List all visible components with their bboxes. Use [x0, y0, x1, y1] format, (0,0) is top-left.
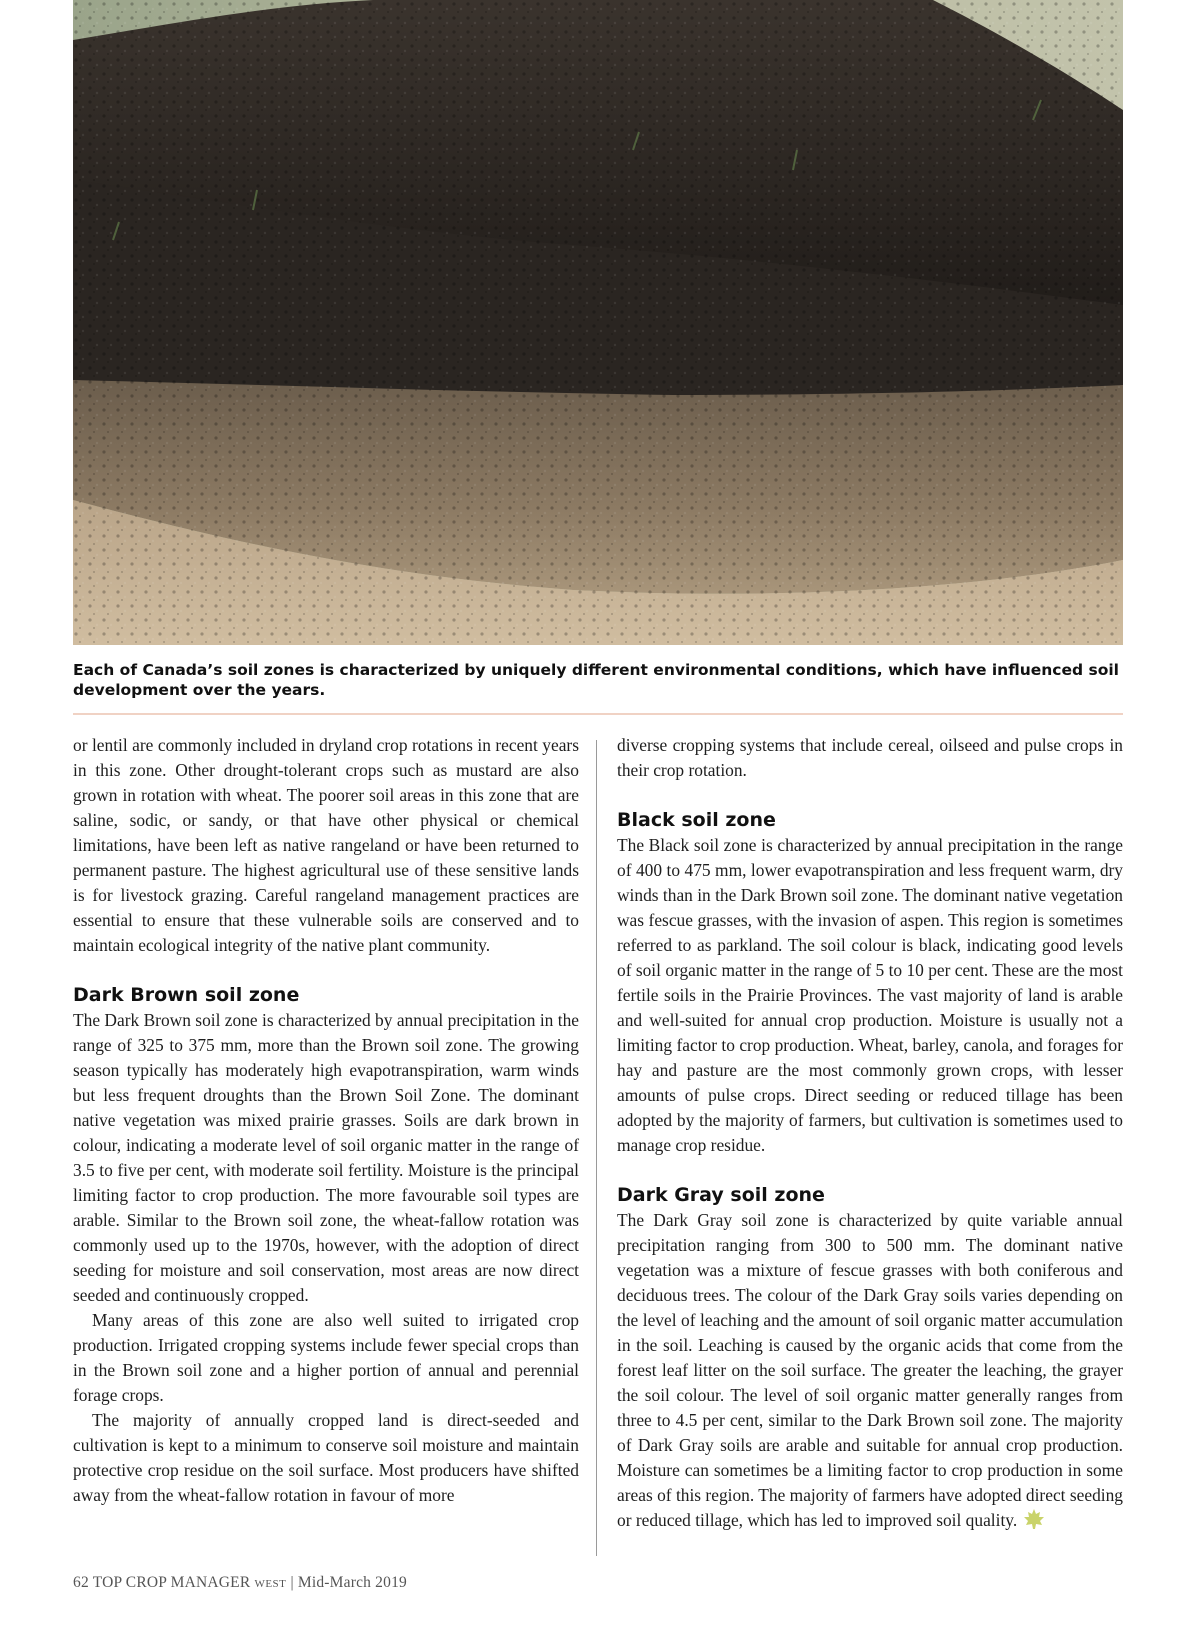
- section-heading-black: Black soil zone: [617, 809, 776, 831]
- page-number: 62: [73, 1574, 89, 1591]
- body-paragraph: or lentil are commonly included in dryland crop rotations in recent years in this zone. Other drought-tolerant crops such as mustard are also grown in rotation with wheat. The poorer soil areas in this zone that are saline, sodic, or sandy, or that have other physical or chemical limitations, have been left as native rangeland or have been returned to permanent pasture. The highest agricultural use of these sensitive lands is for livestock grazing. Careful rangeland management practices are essential to ensure that these vulnerable soils are conserved and to maintain ecological integrity of the native plant community.: [73, 735, 579, 955]
- body-paragraph: The majority of annually cropped land is direct-seeded and cultivation is kept to a minimum to conserve soil moisture and maintain protective crop residue on the soil surface. Most producers have shifted away from the wheat-fallow rotation in favour of more: [73, 1410, 579, 1505]
- footer-separator: |: [290, 1574, 294, 1591]
- left-column: [73, 733, 579, 1508]
- maple-leaf-icon: [1023, 1508, 1045, 1537]
- page-footer: [73, 1574, 407, 1592]
- body-paragraph: diverse cropping systems that include cereal, oilseed and pulse crops in their crop rotation.: [617, 735, 1123, 780]
- photo-caption: Each of Canada’s soil zones is characterized by uniquely different environmental conditions, which have influenced soil development over the years.: [73, 661, 1119, 699]
- body-paragraph-final: [617, 1208, 1123, 1537]
- column-divider: [596, 740, 597, 1556]
- body-paragraph: Many areas of this zone are also well suited to irrigated crop production. Irrigated cropping systems include fewer special crops than in the Brown soil zone and a higher portion of annual and perennial forage crops.: [73, 1310, 579, 1405]
- publication-name: TOP CROP MANAGER: [92, 1574, 251, 1591]
- soil-profile-photo: [73, 0, 1123, 645]
- section-heading-dark-gray: Dark Gray soil zone: [617, 1184, 825, 1206]
- body-paragraph: The Dark Brown soil zone is characterized by annual precipitation in the range of 325 to 375 mm, more than the Brown soil zone. The growing season typically has moderately high evapotranspiration, warm winds but less frequent droughts than the Brown Soil Zone. The dominant native vegetation was mixed prairie grasses. Soils are dark brown in colour, indicating a moderate level of soil organic matter in the range of 3.5 to five per cent, with moderate soil fertility. Moisture is the principal limiting factor to crop production. The more favourable soil types are arable. Similar to the Brown soil zone, the wheat-fallow rotation was commonly used up to the 1970s, however, with the adoption of direct seeding for moisture and soil conservation, most areas are now direct seeded and continuously cropped.: [73, 1010, 579, 1305]
- right-column: [617, 733, 1123, 1537]
- body-paragraph: The Black soil zone is characterized by annual precipitation in the range of 400 to 475 mm, lower evapotranspiration and less frequent warm, dry winds than in the Dark Brown soil zone. The dominant native vegetation was fescue grasses, with the invasion of aspen. This region is sometimes referred to as parkland. The soil colour is black, indicating good levels of soil organic matter in the range of 5 to 10 per cent. These are the most fertile soils in the Prairie Provinces. The vast majority of land is arable and well-suited for annual crop production. Moisture is usually not a limiting factor to crop production. Wheat, barley, canola, and forages for hay and pasture are the most commonly grown crops, with lesser amounts of pulse crops. Direct seeding or reduced tillage has been adopted by the majority of farmers, but cultivation is sometimes used to manage crop residue.: [617, 835, 1123, 1155]
- issue-date: Mid-March 2019: [297, 1574, 407, 1591]
- final-paragraph-text: The Dark Gray soil zone is characterized by quite variable annual precipitation ranging from 300 to 500 mm. The dominant native vegetation was a mixture of fescue grasses with both coniferous and deciduous trees. The colour of the Dark Gray soils varies depending on the level of leaching and the amount of soil organic matter accumulation in the soil. Leaching is caused by the organic acids that come from the forest leaf litter on the soil surface. The greater the leaching, the grayer the soil colour. The level of soil organic matter generally ranges from three to 4.5 per cent, similar to the Dark Brown soil zone. The majority of Dark Gray soils are arable and suitable for annual crop production. Moisture can sometimes be a limiting factor to crop production in some areas of this region. The majority of farmers have adopted direct seeding or reduced tillage, which has led to improved soil quality.: [617, 1210, 1123, 1530]
- publication-edition: WEST: [254, 1578, 287, 1590]
- section-heading-dark-brown: Dark Brown soil zone: [73, 984, 300, 1006]
- soil-profile-illustration: [73, 0, 1123, 645]
- caption-divider: [73, 713, 1123, 715]
